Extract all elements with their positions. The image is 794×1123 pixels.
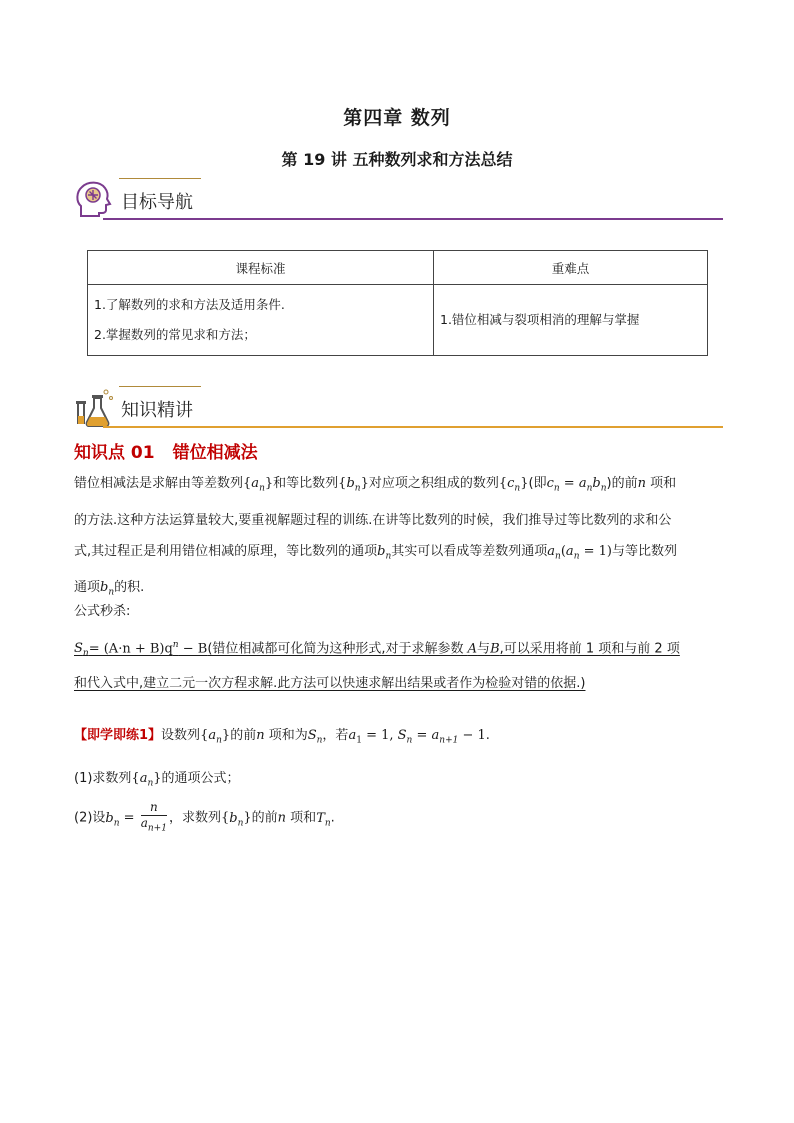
section-title: 目标导航 [121,192,193,213]
fraction: $\frac{n}{a_{n+1}}$ [140,800,167,834]
knowledge-point-name: 错位相减法 [172,443,258,463]
section-header-goals [73,176,723,220]
knowledge-point-number: 知识点 01 [74,443,155,463]
key-points-cell [434,285,708,356]
section-header-knowledge [73,384,723,428]
key-point-item: 1.错位相减与裂项相消的理解与掌握 [440,312,640,327]
standard-item: 1.了解数列的求和方法及适用条件. [94,297,285,312]
formula-line-2: 和代入式中,建立二元一次方程求解.此方法可以快速求解出结果或者作为检验对错的依据.) [74,675,586,691]
table-header-standards: 课程标准 [88,251,434,285]
intro-line-4: 通项$b_n$的积. [74,580,145,598]
exercise-part-2: (2)设$b_n$ = $\frac{n}{a_{n+1}}$ ，求数列$\{b_n\}$的前n 项和$T_n$. [74,800,724,839]
lecture-title: 第 19 讲 五种数列求和方法总结 [281,150,513,169]
knowledge-point-title [74,438,276,463]
formula-block [74,630,724,699]
exercise-tag: 【即学即练1】 [74,728,162,743]
intro-line-3: 式,其过程正是利用错位相减的原理，等比数列的通项$b_n$其实可以看成等差数列通项$a_n(a_n = 1)$与等比数列 [74,543,677,562]
chapter-title: 第四章 数列 [343,107,451,129]
intro-line-1: 错位相减法是求解由等差数列$\{a_n\}$和等比数列$\{b_n\}$对应项之积组成的数列$\{c_n\}$(即$c_n = a_nb_n$)的前n 项和 [74,476,677,494]
exercise-question: 【即学即练1】设数列$\{a_n\}$的前n 项和为$S_n$，若$a_1 = 1$, $S_n = a_{n+1} - 1$. [74,728,490,746]
brain-icon [73,178,115,220]
formula-label: 公式秒杀: [74,604,131,619]
goal-table [87,250,708,356]
standard-item: 2.掌握数列的常见求和方法； [94,327,256,342]
formula-line-1: $S_n= (A\cdot n + B)q^n - B$(错位相减都可化简为这种形式,对于求解参数 A与B,可以采用将前 1 项和与前 2 项 [74,640,680,659]
exercise-part-1: (1)求数列$\{a_n\}$的通项公式； [74,771,240,789]
standards-cell [88,285,434,356]
intro-line-2: 的方法.这种方法运算量较大,要重视解题过程的训练.在讲等比数列的时候，我们推导过等比数列的求和公 [74,512,672,528]
flask-icon [73,386,115,428]
intro-paragraph [74,468,724,609]
section-title: 知识精讲 [121,400,193,421]
table-header-key-points: 重难点 [434,251,708,285]
